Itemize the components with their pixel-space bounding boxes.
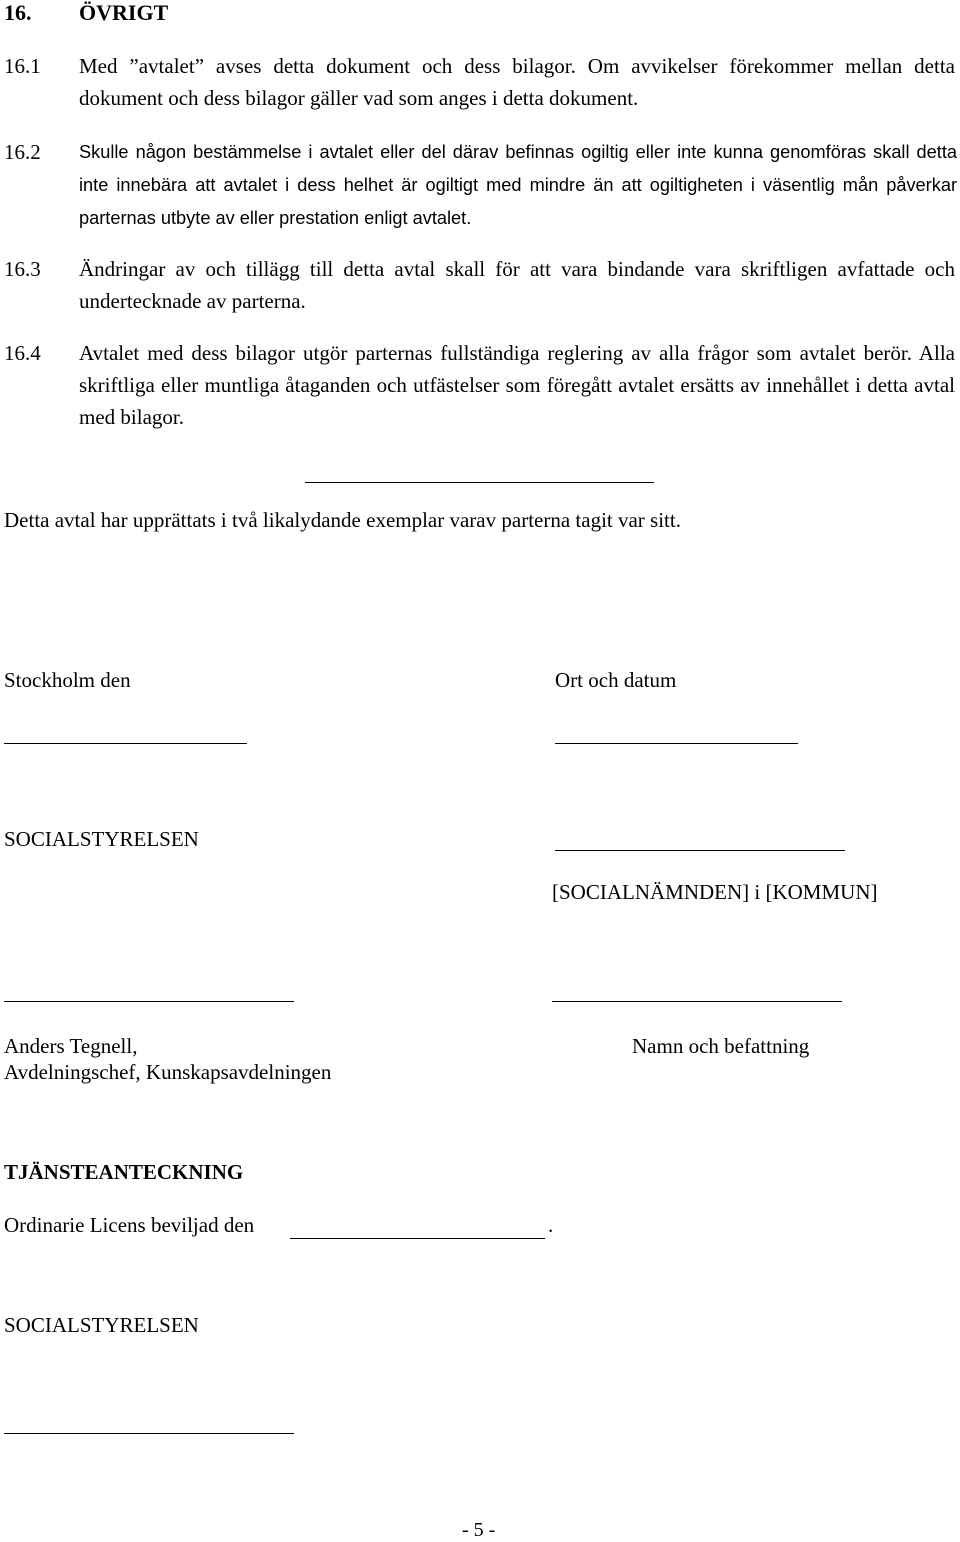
clause-number-16-4: 16.4 bbox=[4, 341, 41, 365]
right-place-label: Ort och datum bbox=[555, 668, 677, 692]
left-signer-title: Avdelningschef, Kunskapsavdelningen bbox=[4, 1060, 332, 1084]
closing-statement: Detta avtal har upprättats i två likalydande exemplar varav parterna tagit var sitt. bbox=[4, 508, 681, 532]
right-org-line bbox=[555, 850, 845, 851]
service-note-heading: TJÄNSTEANTECKNING bbox=[4, 1160, 244, 1184]
right-date-line bbox=[555, 743, 798, 744]
right-signer-label: Namn och befattning bbox=[632, 1034, 810, 1058]
clause-number-16-1: 16.1 bbox=[4, 54, 41, 78]
right-signature-line bbox=[552, 1001, 842, 1002]
left-org-label: SOCIALSTYRELSEN bbox=[4, 827, 199, 851]
section-number: 16. bbox=[4, 0, 32, 25]
clause-text-16-2: Skulle någon bestämmelse i avtalet eller del därav befinnas ogiltig eller inte kunna genomföras skall detta inte innebära att avtalet i dess helhet är ogiltigt med mindre än att ogiltigheten i väsentlig mån påverkar parternas utbyte av eller prestation enligt avtalet. bbox=[79, 142, 957, 228]
separator-line bbox=[305, 482, 654, 483]
right-org-label: [SOCIALNÄMNDEN] i [KOMMUN] bbox=[552, 880, 878, 904]
service-note-signature-line bbox=[4, 1433, 294, 1434]
service-note-org: SOCIALSTYRELSEN bbox=[4, 1313, 199, 1337]
license-end-period: . bbox=[548, 1213, 554, 1237]
section-title: ÖVRIGT bbox=[79, 0, 169, 25]
page-number: - 5 - bbox=[462, 1519, 496, 1541]
clause-number-16-2: 16.2 bbox=[4, 140, 41, 164]
left-place-label: Stockholm den bbox=[4, 668, 131, 692]
clause-number-16-3: 16.3 bbox=[4, 257, 41, 281]
left-date-line bbox=[4, 743, 247, 744]
clause-text-16-3: Ändringar av och tillägg till detta avtal skall för att vara bindande vara skriftligen avfattade och undertecknade av parterna. bbox=[79, 257, 955, 313]
license-date-line bbox=[290, 1238, 545, 1239]
license-label: Ordinarie Licens beviljad den bbox=[4, 1213, 255, 1237]
left-signature-line bbox=[4, 1001, 294, 1002]
clause-text-16-1: Med ”avtalet” avses detta dokument och dess bilagor. Om avvikelser förekommer mellan detta dokument och dess bilagor gäller vad som anges i detta dokument. bbox=[79, 54, 955, 110]
clause-text-16-4: Avtalet med dess bilagor utgör parternas fullständiga reglering av alla frågor som avtalet berör. Alla skriftliga eller muntliga åtaganden och utfästelser som föregått avtalet ersätts av innehållet i detta avtal med bilagor. bbox=[79, 341, 955, 429]
left-signer-name: Anders Tegnell, bbox=[4, 1034, 138, 1058]
